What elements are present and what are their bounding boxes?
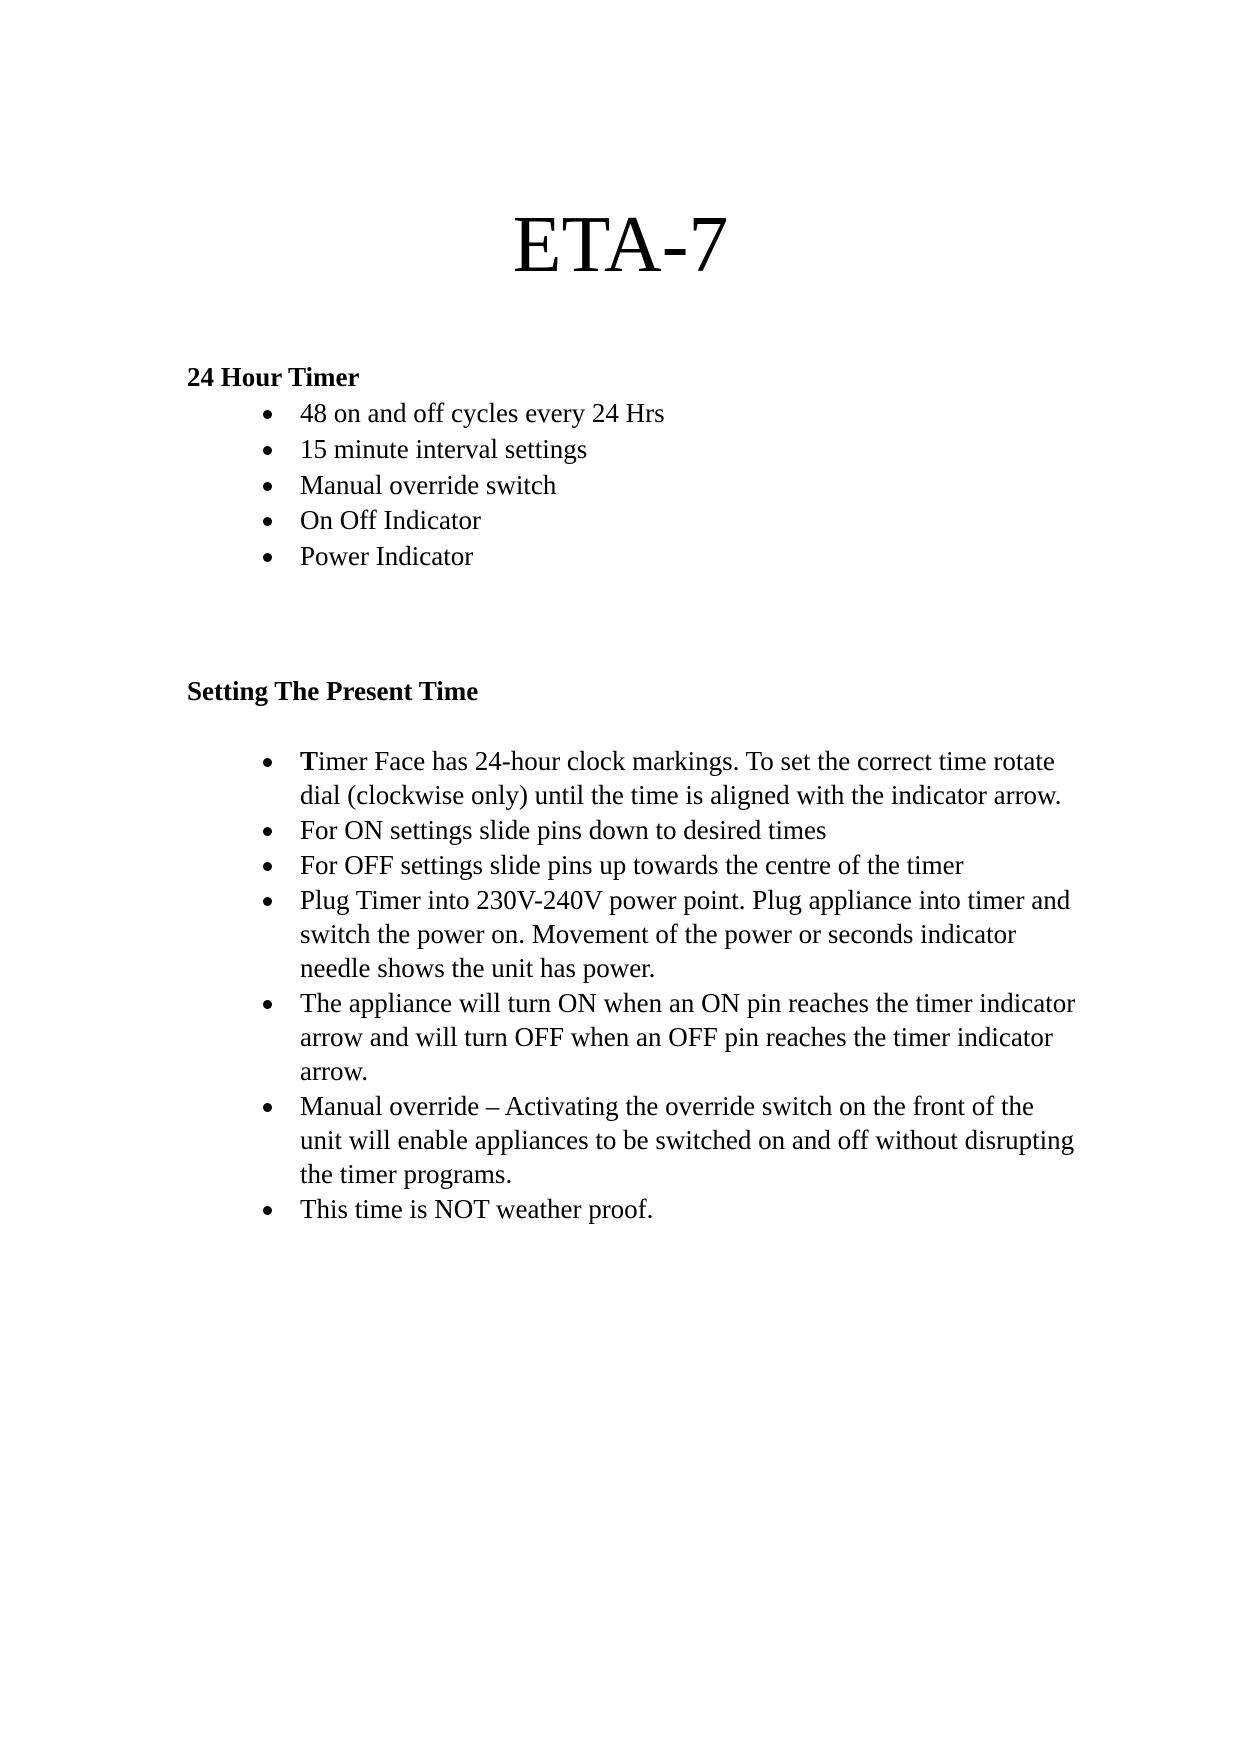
list-item [0,883,1080,985]
document-title: ETA-7 [512,201,729,289]
feature-list [0,396,1080,575]
list-item [0,813,1080,847]
bullet-icon [263,862,272,871]
list-item [0,1089,1080,1191]
list-item-text: Manual override switch [300,469,557,500]
list-item [0,744,1080,812]
section-heading-setting-present-time: Setting The Present Time [187,676,479,706]
list-item-text: Manual override – Activating the override switch on the front of the unit will enable appliances to be switched on and off without disrupting the timer programs. [300,1091,1075,1189]
list-item-text: The appliance will turn ON when an ON pin reaches the timer indicator arrow and will turn OFF when an OFF pin reaches the timer indicator arrow. [300,988,1076,1086]
list-item-text: imer Face has 24-hour clock markings. To set the correct time rotate dial (clockwise only) until the time is aligned with the indicator arrow. [300,746,1062,810]
section-heading-24-hour-timer: 24 Hour Timer [187,362,360,392]
list-item-text: Power Indicator [300,541,474,572]
list-item [0,986,1080,1088]
list-item-text: For ON settings slide pins down to desired times [300,815,827,845]
list-item-lead-letter: T [300,746,319,776]
list-item-text: 48 on and off cycles every 24 Hrs [300,398,665,428]
list-item [0,503,1080,539]
list-item [0,848,1080,882]
bullet-icon [263,446,272,455]
bullet-icon [263,758,272,767]
list-item-text: For OFF settings slide pins up towards the centre of the timer [300,850,964,880]
bullet-icon [263,482,272,491]
list-item [0,539,1080,575]
list-item [0,396,1080,432]
bullet-icon [263,410,272,419]
list-item-text: This time is NOT weather proof. [300,1194,654,1224]
bullet-icon [263,517,272,526]
bullet-icon [263,827,272,836]
list-item [0,432,1080,468]
bullet-icon [263,553,272,562]
list-item [0,1192,1080,1226]
bullet-icon [263,1000,272,1009]
list-item-text: Plug Timer into 230V-240V power point. Plug appliance into timer and switch the power on. Movement of the power or seconds indicator needle shows the unit has power. [300,885,1071,983]
bullet-icon [263,1103,272,1112]
list-item-text: 15 minute interval settings [300,433,588,464]
instruction-list [0,744,1080,1227]
bullet-icon [263,897,272,906]
list-item-text: On Off Indicator [300,505,481,536]
list-item [0,468,1080,504]
bullet-icon [263,1206,272,1215]
